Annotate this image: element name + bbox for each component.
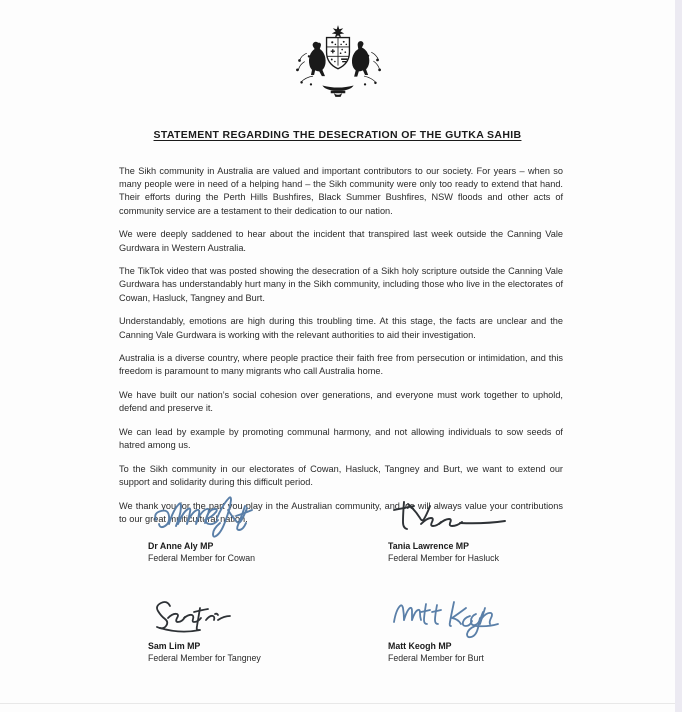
signature-block-tania-lawrence bbox=[388, 494, 568, 594]
signatory-role: Federal Member for Hasluck bbox=[388, 553, 499, 563]
body-paragraph: The TikTok video that was posted showing the desecration of a Sikh holy scripture outside the Canning Vale Gurdwara has understandably hurt many in the Sikh community, including those who live in the electorates of Cowan, Hasluck, Tangney and Burt. bbox=[119, 266, 563, 303]
body-paragraph: To the Sikh community in our electorates of Cowan, Hasluck, Tangney and Burt, we want to extend our support and solidarity during this difficult period. bbox=[119, 463, 563, 488]
signature-block-anne-aly bbox=[148, 494, 388, 594]
signatory-name: Matt Keogh MP bbox=[388, 641, 452, 651]
body-paragraph: The Sikh community in Australia are valued and important contributors to our society. For years – when so many people were in need of a helping hand – the Sikh community were only too ready to extend that hand. Their efforts during the Perth Hills Bushfires, Black Summer Bushfires, NSW floods and other acts of community service are a testament to their dedication to our nation. bbox=[119, 166, 563, 216]
crest-container bbox=[0, 22, 675, 105]
page-title: STATEMENT REGARDING THE DESECRATION OF THE GUTKA SAHIB bbox=[153, 129, 522, 141]
handwritten-signature-matt-keogh-icon bbox=[388, 594, 558, 640]
handwritten-signature-anne-aly-icon bbox=[148, 494, 318, 540]
body-paragraph: We can lead by example by promoting communal harmony, and not allowing individuals to sow seeds of hatred among us. bbox=[119, 427, 563, 451]
signatory-role: Federal Member for Cowan bbox=[148, 553, 256, 563]
signatory-role: Federal Member for Burt bbox=[388, 653, 484, 663]
bottom-divider bbox=[0, 703, 675, 704]
signatory-name: Dr Anne Aly MP bbox=[148, 541, 214, 551]
handwritten-signature-sam-lim-icon bbox=[148, 594, 318, 640]
body-paragraph: We have built our nation’s social cohesion over generations, and everyone must work together to uphold, defend and preserve it. bbox=[119, 390, 563, 414]
signatory-role: Federal Member for Tangney bbox=[148, 653, 261, 663]
body-paragraph: We were deeply saddened to hear about the incident that transpired last week outside the Canning Vale Gurdwara in Western Australia. bbox=[119, 229, 563, 253]
body-paragraph: Understandably, emotions are high during this troubling time. At this stage, the facts are unclear and the Canning Vale Gurdwara is working with the relevant authorities to aid their investigation. bbox=[119, 316, 563, 340]
handwritten-signature-tania-lawrence-icon bbox=[388, 494, 558, 540]
signature-block-matt-keogh bbox=[388, 594, 568, 694]
body-paragraph: We thank you for the part you play in the Australian community, and we will always value your contributions to our great multicultural nation. bbox=[119, 500, 563, 525]
statement-body bbox=[119, 165, 563, 537]
signatory-name: Sam Lim MP bbox=[148, 641, 201, 651]
signature-block-sam-lim bbox=[148, 594, 388, 694]
signature-grid bbox=[148, 494, 568, 694]
australian-coat-of-arms-icon bbox=[286, 22, 390, 100]
page-right-edge-strip bbox=[675, 0, 682, 712]
signatory-name: Tania Lawrence MP bbox=[388, 541, 469, 551]
body-paragraph: Australia is a diverse country, where people practice their faith free from persecution or intimidation, and this freedom is paramount to many migrants who call Australia home. bbox=[119, 353, 563, 377]
